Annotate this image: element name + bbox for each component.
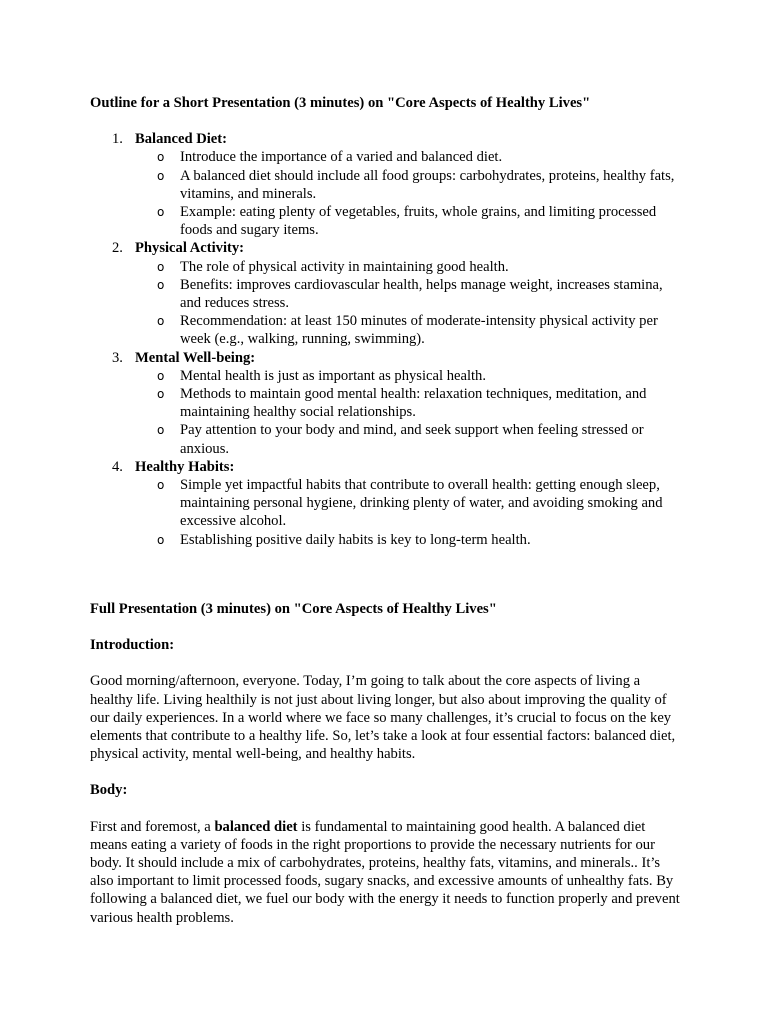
outline-item-number: 4. <box>112 458 123 475</box>
bullet-glyph: o <box>157 168 165 183</box>
outline-sub-list <box>135 148 686 239</box>
list-item-text: Mental health is just as important as physical health. <box>180 367 486 384</box>
list-item-text: A balanced diet should include all food groups: carbohydrates, proteins, healthy fats, vitamins, and minerals. <box>180 167 675 202</box>
bullet-glyph: o <box>157 314 165 329</box>
list-item <box>135 276 686 312</box>
body-paragraph <box>90 818 686 927</box>
outline-item-mental-well-being <box>90 349 686 458</box>
outline-item-number: 3. <box>112 349 123 366</box>
list-item-text: Recommendation: at least 150 minutes of moderate-intensity physical activity per week (e.g., walking, running, swimming). <box>180 313 658 348</box>
list-item <box>135 385 686 421</box>
list-item <box>135 367 686 385</box>
bullet-glyph: o <box>157 259 165 274</box>
outline-item-heading: Healthy Habits: <box>135 458 235 475</box>
outline-section <box>90 94 686 549</box>
list-item <box>135 203 686 239</box>
list-item <box>135 148 686 166</box>
list-item <box>135 531 686 549</box>
list-item-text: Simple yet impactful habits that contribute to overall health: getting enough sleep, maintaining personal hygiene, drinking plenty of water, and avoiding smoking and excessive alcohol. <box>180 477 663 530</box>
list-item <box>135 167 686 203</box>
list-item-text: Pay attention to your body and mind, and seek support when feeling stressed or anxious. <box>180 422 644 457</box>
outline-sub-list <box>135 476 686 549</box>
bullet-glyph: o <box>157 205 165 220</box>
intro-paragraph: Good morning/afternoon, everyone. Today, I’m going to talk about the core aspects of living a healthy life. Living healthily is not just about living longer, but also about improving the quality of our daily experiences. In a world where we face so many challenges, it’s crucial to focus on the key elements that contribute to a healthy life. So, let’s take a look at four essential factors: balanced diet, physical activity, mental well-being, and healthy habits. <box>90 673 676 763</box>
outline-item-physical-activity <box>90 239 686 348</box>
outline-list <box>90 130 686 549</box>
intro-heading: Introduction: <box>90 637 175 654</box>
list-item-text: Introduce the importance of a varied and balanced diet. <box>180 149 503 166</box>
list-item <box>135 258 686 276</box>
list-item-text: Establishing positive daily habits is key to long-term health. <box>180 531 531 548</box>
bullet-glyph: o <box>157 150 165 165</box>
outline-item-balanced-diet <box>90 130 686 239</box>
bullet-glyph: o <box>157 277 165 292</box>
outline-title: Outline for a Short Presentation (3 minutes) on "Core Aspects of Healthy Lives" <box>90 95 591 111</box>
list-item-text: Benefits: improves cardiovascular health, helps manage weight, increases stamina, and reduces stress. <box>180 276 663 312</box>
list-item <box>135 421 686 457</box>
outline-item-number: 2. <box>112 240 123 257</box>
outline-item-number: 1. <box>112 131 123 148</box>
list-item-text: The role of physical activity in maintaining good health. <box>180 258 509 275</box>
body-text-bold: balanced diet <box>214 818 298 835</box>
bullet-glyph: o <box>157 478 165 493</box>
bullet-glyph: o <box>157 387 165 402</box>
outline-item-heading: Balanced Diet: <box>135 131 228 148</box>
presentation-section <box>90 600 686 927</box>
outline-sub-list <box>135 258 686 349</box>
outline-item-heading: Physical Activity: <box>135 240 245 257</box>
list-item-text: Methods to maintain good mental health: relaxation techniques, meditation, and maintaining healthy social relationships. <box>180 386 647 421</box>
list-item <box>135 312 686 348</box>
outline-sub-list <box>135 367 686 458</box>
outline-item-heading: Mental Well-being: <box>135 349 256 366</box>
list-item <box>135 476 686 531</box>
presentation-title: Full Presentation (3 minutes) on "Core Aspects of Healthy Lives" <box>90 601 497 617</box>
list-item-text: Example: eating plenty of vegetables, fruits, whole grains, and limiting processed foods and sugary items. <box>180 204 657 239</box>
outline-item-healthy-habits <box>90 458 686 549</box>
body-heading: Body: <box>90 782 128 799</box>
body-text-after: is fundamental to maintaining good health. A balanced diet means eating a variety of foods in the right proportions to provide the necessary nutrients for our body. It should include a mix of carbohydrates, proteins, healthy fats, vitamins, and minerals.. It’s also important to limit processed foods, sugary snacks, and excessive amounts of unhealthy fats. By following a balanced diet, we fuel our body with the energy it needs to function properly and prevent various health problems. <box>90 818 680 926</box>
bullet-glyph: o <box>157 368 165 383</box>
body-text-before: First and foremost, a <box>90 818 215 835</box>
bullet-glyph: o <box>157 532 165 547</box>
bullet-glyph: o <box>157 423 165 438</box>
